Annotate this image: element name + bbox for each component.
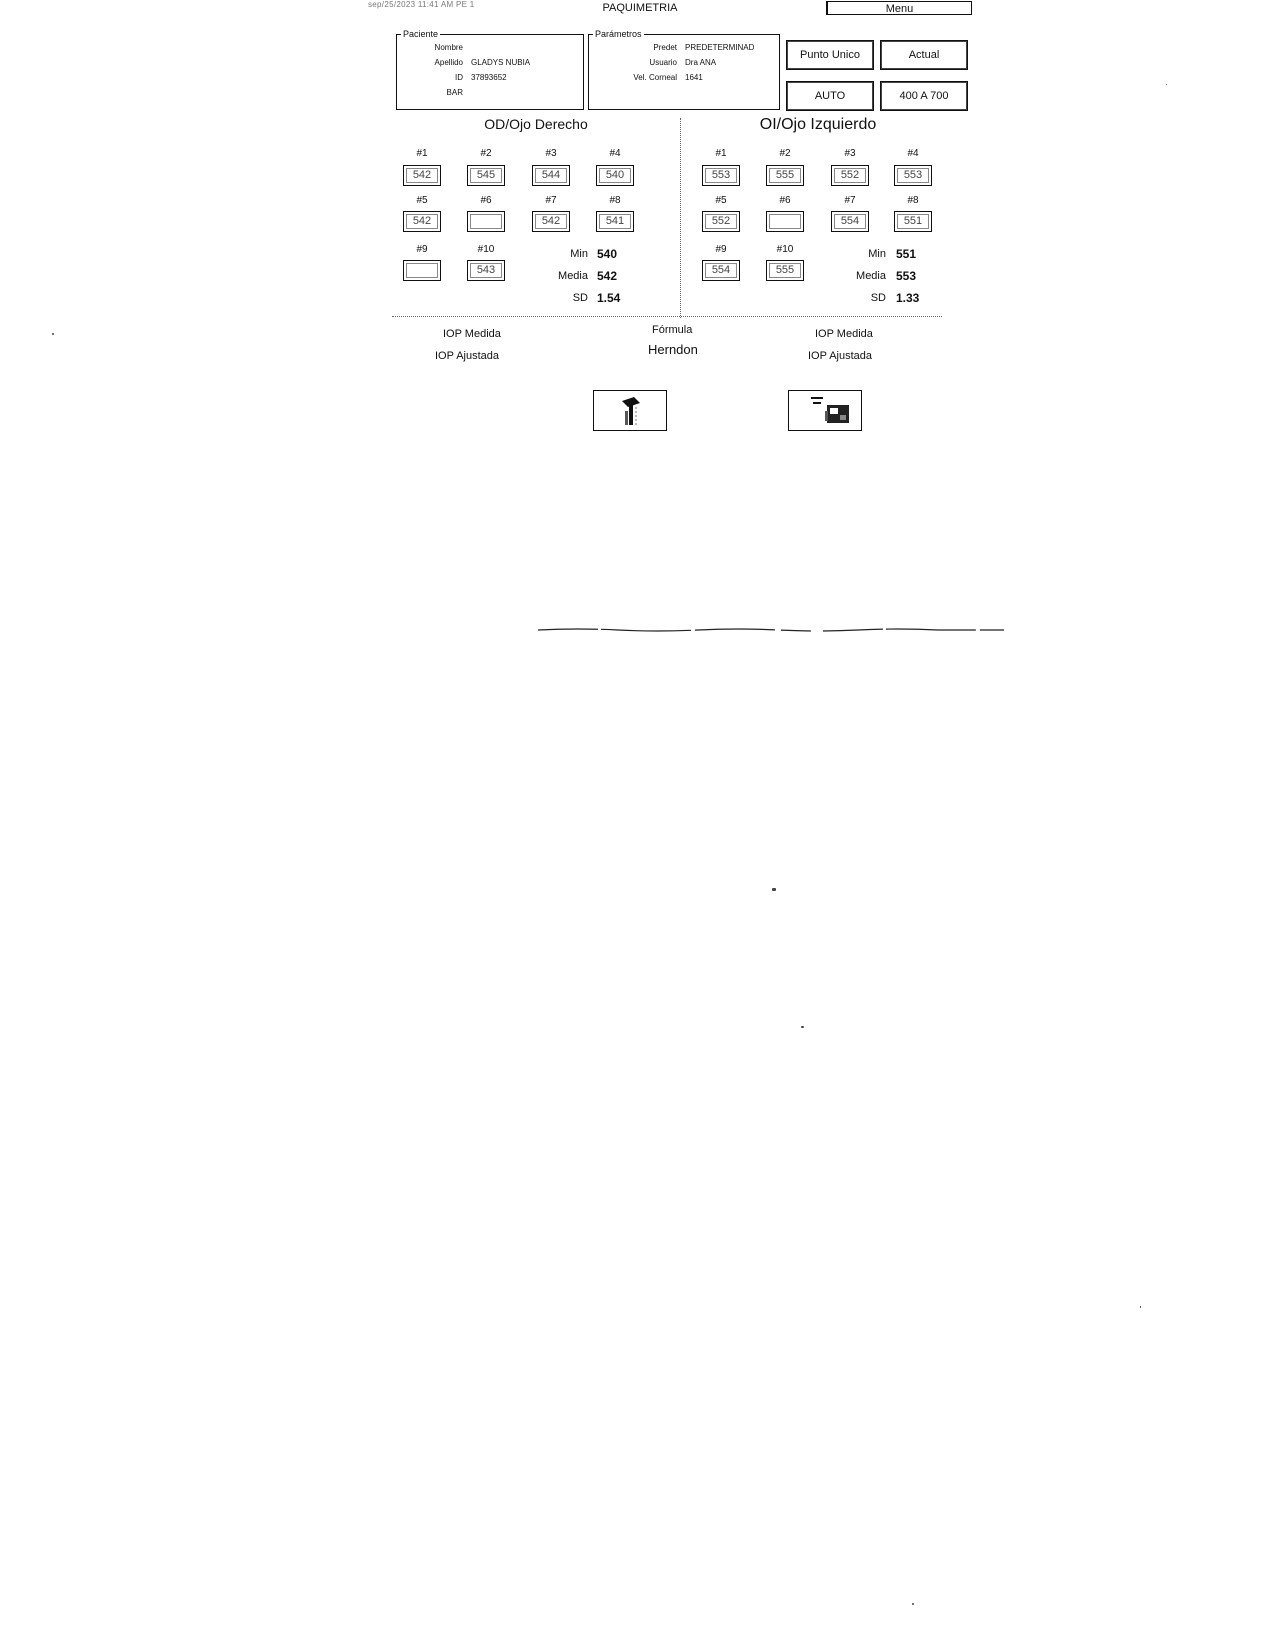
oi-cell[interactable]: 551 <box>894 211 932 232</box>
oi-sd-value: 1.33 <box>896 291 920 305</box>
patient-panel-legend: Paciente <box>403 29 439 39</box>
oi-media-value: 553 <box>896 269 917 283</box>
param-preset-label: Predet <box>653 43 677 52</box>
patient-id-value: 37893652 <box>471 73 507 82</box>
od-cell-label: #2 <box>480 148 492 159</box>
oi-title: OI/Ojo Izquierdo <box>759 116 877 133</box>
param-preset-value: PREDETERMINAD <box>685 43 755 52</box>
param-user-value: Dra ANA <box>685 58 717 67</box>
speck <box>912 1603 914 1605</box>
oi-cell[interactable]: 555 <box>766 260 804 281</box>
eye-measure-button[interactable] <box>593 390 667 431</box>
menu-button[interactable]: Menu <box>826 1 972 15</box>
patient-id-label: ID <box>455 73 463 82</box>
speck <box>1166 84 1167 85</box>
oi-cell-label: #6 <box>779 195 791 206</box>
od-cell[interactable]: 542 <box>403 211 441 232</box>
od-min-label: Min <box>570 248 588 260</box>
print-report-icon <box>789 391 861 430</box>
od-cell[interactable] <box>403 260 441 281</box>
speck <box>1140 1306 1141 1308</box>
patient-surname-label: Apellido <box>434 58 463 67</box>
speck <box>52 333 54 335</box>
oi-iop-ajustada-label: IOP Ajustada <box>808 350 873 362</box>
oi-cell-label: #8 <box>907 195 919 206</box>
od-cell[interactable]: 542 <box>403 165 441 186</box>
oi-cell-label: #5 <box>715 195 727 206</box>
od-cell-label: #5 <box>416 195 428 206</box>
print-report-button[interactable] <box>788 390 862 431</box>
od-cell[interactable] <box>467 211 505 232</box>
od-title: OD/Ojo Derecho <box>484 116 588 132</box>
range-button[interactable]: 400 A 700 <box>880 81 968 111</box>
oi-cell-label: #2 <box>779 148 791 159</box>
parameters-panel-legend: Parámetros <box>595 29 642 39</box>
oi-cell[interactable]: 552 <box>831 165 869 186</box>
od-cell-label: #1 <box>416 148 428 159</box>
oi-media-label: Media <box>856 270 886 282</box>
od-media-value: 542 <box>597 269 618 283</box>
od-iop-medida-label: IOP Medida <box>443 328 501 340</box>
center-divider <box>680 118 681 318</box>
od-sd-label: SD <box>572 292 588 304</box>
od-cell[interactable]: 542 <box>532 211 570 232</box>
oi-cell[interactable]: 555 <box>766 165 804 186</box>
param-user-label: Usuario <box>649 58 677 67</box>
od-cell-label: #10 <box>477 244 495 255</box>
od-cell[interactable]: 540 <box>596 165 634 186</box>
auto-button[interactable]: AUTO <box>786 81 874 111</box>
eye-measure-icon <box>594 391 666 430</box>
speck <box>772 888 776 891</box>
scan-artifact-line <box>538 628 1004 632</box>
oi-cell-label: #3 <box>844 148 856 159</box>
od-media-label: Media <box>558 270 588 282</box>
oi-min-value: 551 <box>896 247 917 261</box>
od-sd-value: 1.54 <box>597 291 621 305</box>
oi-cell-label: #7 <box>844 195 856 206</box>
param-velocity-label: Vel. Corneal <box>633 73 677 82</box>
actual-button[interactable]: Actual <box>880 40 968 70</box>
section-divider <box>392 316 942 317</box>
timestamp: sep/25/2023 11:41 AM PE 1 <box>368 0 475 9</box>
oi-min-label: Min <box>868 248 886 260</box>
oi-sd-label: SD <box>870 292 886 304</box>
oi-cell[interactable]: 553 <box>894 165 932 186</box>
punto-unico-button[interactable]: Punto Unico <box>786 40 874 70</box>
parameters-panel <box>588 29 780 110</box>
screen-title: PAQUIMETRIA <box>602 2 678 14</box>
od-cell-label: #9 <box>416 244 428 255</box>
patient-panel <box>396 29 584 110</box>
speck <box>801 1026 804 1028</box>
od-min-value: 540 <box>597 247 618 261</box>
patient-bar-label: BAR <box>446 88 463 97</box>
formula-value: Herndon <box>648 342 698 357</box>
od-iop-ajustada-label: IOP Ajustada <box>435 350 500 362</box>
oi-cell-label: #4 <box>907 148 919 159</box>
oi-cell-label: #1 <box>715 148 727 159</box>
param-velocity-value: 1641 <box>685 73 703 82</box>
formula-label: Fórmula <box>652 324 693 336</box>
od-cell[interactable]: 541 <box>596 211 634 232</box>
oi-cell[interactable] <box>766 211 804 232</box>
oi-cell[interactable]: 554 <box>831 211 869 232</box>
oi-cell[interactable]: 553 <box>702 165 740 186</box>
patient-surname-value: GLADYS NUBIA <box>471 58 531 67</box>
od-cell-label: #8 <box>609 195 621 206</box>
oi-cell-label: #9 <box>715 244 727 255</box>
od-cell[interactable]: 543 <box>467 260 505 281</box>
od-cell-label: #4 <box>609 148 621 159</box>
patient-name-label: Nombre <box>434 43 463 52</box>
oi-cell-label: #10 <box>776 244 794 255</box>
oi-cell[interactable]: 554 <box>702 260 740 281</box>
od-cell[interactable]: 545 <box>467 165 505 186</box>
oi-iop-medida-label: IOP Medida <box>815 328 873 340</box>
od-cell-label: #3 <box>545 148 557 159</box>
od-cell-label: #7 <box>545 195 557 206</box>
oi-cell[interactable]: 552 <box>702 211 740 232</box>
od-cell-label: #6 <box>480 195 492 206</box>
od-cell[interactable]: 544 <box>532 165 570 186</box>
